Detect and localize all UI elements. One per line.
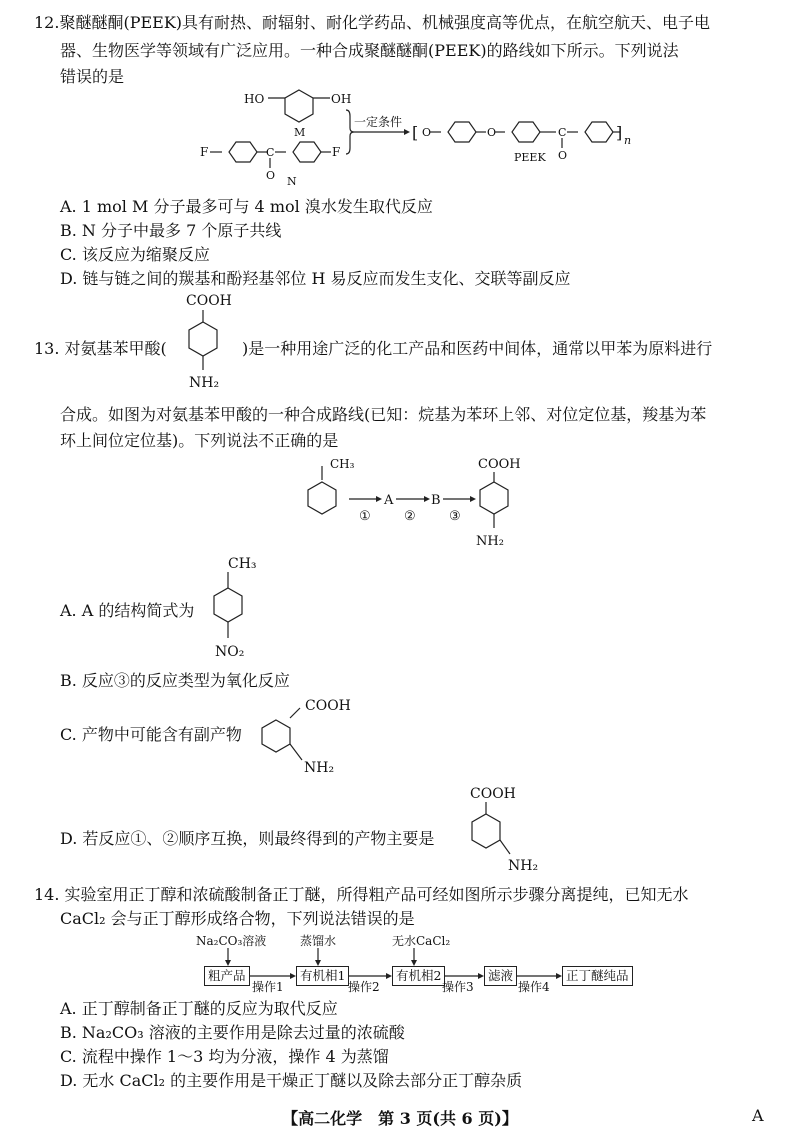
q12-reaction-scheme bbox=[0, 86, 800, 196]
opta-ring bbox=[214, 588, 242, 622]
q12-option-b: B. N 分子中最多 7 个原子共线 bbox=[60, 221, 282, 240]
flow-reagent-1: Na₂CO₃溶液 bbox=[196, 934, 267, 948]
q13-intro-suffix: )是一种用途广泛的化工产品和医药中间体，通常以甲苯为原料进行 bbox=[242, 339, 713, 358]
flow-op-2: 操作2 bbox=[348, 980, 380, 994]
m-oh-label: OH bbox=[331, 92, 352, 106]
flow-box-organic1: 有机相1 bbox=[296, 966, 349, 986]
n-label: N bbox=[287, 175, 297, 188]
route-nh2: NH₂ bbox=[476, 534, 504, 549]
q14-option-b: B. Na₂CO₃ 溶液的主要作用是除去过量的浓硫酸 bbox=[60, 1023, 405, 1042]
q13-option-b: B. 反应③的反应类型为氧化反应 bbox=[60, 671, 290, 690]
peek-bracket-left: [ bbox=[412, 123, 419, 142]
q13-option-d-text: D. 若反应①、②顺序互换，则最终得到的产物主要是 bbox=[60, 829, 435, 848]
optc-cooh: COOH bbox=[305, 698, 351, 714]
route-cooh: COOH bbox=[478, 457, 521, 472]
n-ring-left bbox=[229, 142, 257, 162]
route-step1: ① bbox=[359, 509, 371, 524]
n-c-label: C bbox=[266, 146, 275, 159]
peek-n: n bbox=[624, 134, 632, 147]
n-ring-right bbox=[293, 142, 321, 162]
route-ch3: CH₃ bbox=[330, 457, 355, 471]
q13-intro-prefix: 13. 对氨基苯甲酸( bbox=[34, 339, 167, 358]
peek-o-2: O bbox=[487, 126, 497, 139]
q13-cooh-top: COOH bbox=[186, 293, 232, 309]
peek-ring-3 bbox=[585, 122, 613, 142]
q14-line2: CaCl₂ 会与正丁醇形成络合物，下列说法错误的是 bbox=[60, 909, 415, 928]
opta-ch3: CH₃ bbox=[228, 556, 257, 572]
opta-no2: NO₂ bbox=[215, 644, 245, 660]
q13-line3: 环上间位定位基)。下列说法不正确的是 bbox=[60, 431, 339, 450]
q12-option-d: D. 链与链之间的羰基和酚羟基邻位 H 易反应而发生支化、交联等副反应 bbox=[60, 269, 571, 288]
paper-version-letter: A bbox=[752, 1106, 764, 1125]
flow-op-4: 操作4 bbox=[518, 980, 550, 994]
q13-line2: 合成。如图为对氨基苯甲酸的一种合成路线(已知：烷基为苯环上邻、对位定位基，羧基为苯 bbox=[60, 405, 707, 424]
peek-bracket-right: ] bbox=[616, 123, 623, 142]
q12-line1: 12.聚醚醚酮(PEEK)具有耐热、耐辐射、耐化学药品、机械强度高等优点，在航空航天、电子电 bbox=[34, 13, 711, 32]
flow-op-1: 操作1 bbox=[252, 980, 284, 994]
optc-ring bbox=[262, 720, 290, 752]
peek-c: C bbox=[558, 126, 567, 139]
peek-ring-1 bbox=[448, 122, 476, 142]
n-f-left: F bbox=[200, 145, 209, 159]
page-footer: 【高二化学 第 3 页(共 6 页)】 bbox=[282, 1109, 518, 1128]
q13-option-c-text: C. 产物中可能含有副产物 bbox=[60, 725, 242, 744]
optd-ring bbox=[472, 814, 500, 848]
q12-option-a: A. 1 mol M 分子最多可与 4 mol 溴水发生取代反应 bbox=[60, 197, 433, 216]
q14-option-d: D. 无水 CaCl₂ 的主要作用是干燥正丁醚以及除去部分正丁醇杂质 bbox=[60, 1071, 523, 1090]
route-step3: ③ bbox=[449, 509, 461, 524]
optd-nh2: NH₂ bbox=[508, 858, 539, 874]
route-a: A bbox=[384, 493, 394, 508]
q12-line3: 错误的是 bbox=[60, 67, 125, 86]
m-ho-label: HO bbox=[244, 92, 265, 106]
peek-ring-2 bbox=[512, 122, 540, 142]
route-toluene-ring bbox=[308, 482, 336, 514]
q14-option-c: C. 流程中操作 1～3 均为分液，操作 4 为蒸馏 bbox=[60, 1047, 389, 1066]
flow-box-organic2: 有机相2 bbox=[392, 966, 445, 986]
q12-line2: 器、生物医学等领域有广泛应用。一种合成聚醚醚酮(PEEK)的路线如下所示。下列说法 bbox=[60, 41, 679, 60]
q13-option-a-structure bbox=[0, 552, 800, 662]
flow-box-crude: 粗产品 bbox=[204, 966, 250, 986]
condition-label: 一定条件 bbox=[354, 115, 403, 129]
q13-synthesis-route bbox=[0, 452, 800, 552]
route-product-ring bbox=[480, 482, 508, 514]
route-step2: ② bbox=[404, 509, 416, 524]
peek-o-1: O bbox=[422, 126, 432, 139]
flow-box-product: 正丁醚纯品 bbox=[562, 966, 633, 986]
peek-carbonyl-o: O bbox=[558, 149, 568, 162]
q13-option-a-text: A. A 的结构简式为 bbox=[60, 601, 195, 620]
m-benzene-ring bbox=[285, 90, 313, 122]
route-b: B bbox=[431, 493, 441, 508]
q13-option-c-structure bbox=[0, 692, 800, 782]
n-o-label: O bbox=[266, 169, 276, 182]
m-label: M bbox=[294, 126, 306, 139]
n-f-right: F bbox=[332, 145, 341, 159]
optd-cooh: COOH bbox=[470, 786, 516, 802]
flow-reagent-3: 无水CaCl₂ bbox=[392, 934, 451, 948]
flow-op-3: 操作3 bbox=[442, 980, 474, 994]
optc-nh2: NH₂ bbox=[304, 760, 335, 776]
peek-label: PEEK bbox=[514, 151, 546, 164]
q13-intro-ring bbox=[189, 322, 217, 356]
flow-reagent-2: 蒸馏水 bbox=[300, 934, 337, 948]
q14-option-a: A. 正丁醇制备正丁醚的反应为取代反应 bbox=[60, 999, 338, 1018]
q12-option-c: C. 该反应为缩聚反应 bbox=[60, 245, 210, 264]
q14-line1: 14. 实验室用正丁醇和浓硫酸制备正丁醚，所得粗产品可经如图所示步骤分离提纯，已知无水 bbox=[34, 885, 689, 904]
flow-box-filtrate: 滤液 bbox=[484, 966, 517, 986]
q13-nh2-top: NH₂ bbox=[189, 375, 220, 391]
q13-option-d-structure bbox=[0, 780, 800, 880]
